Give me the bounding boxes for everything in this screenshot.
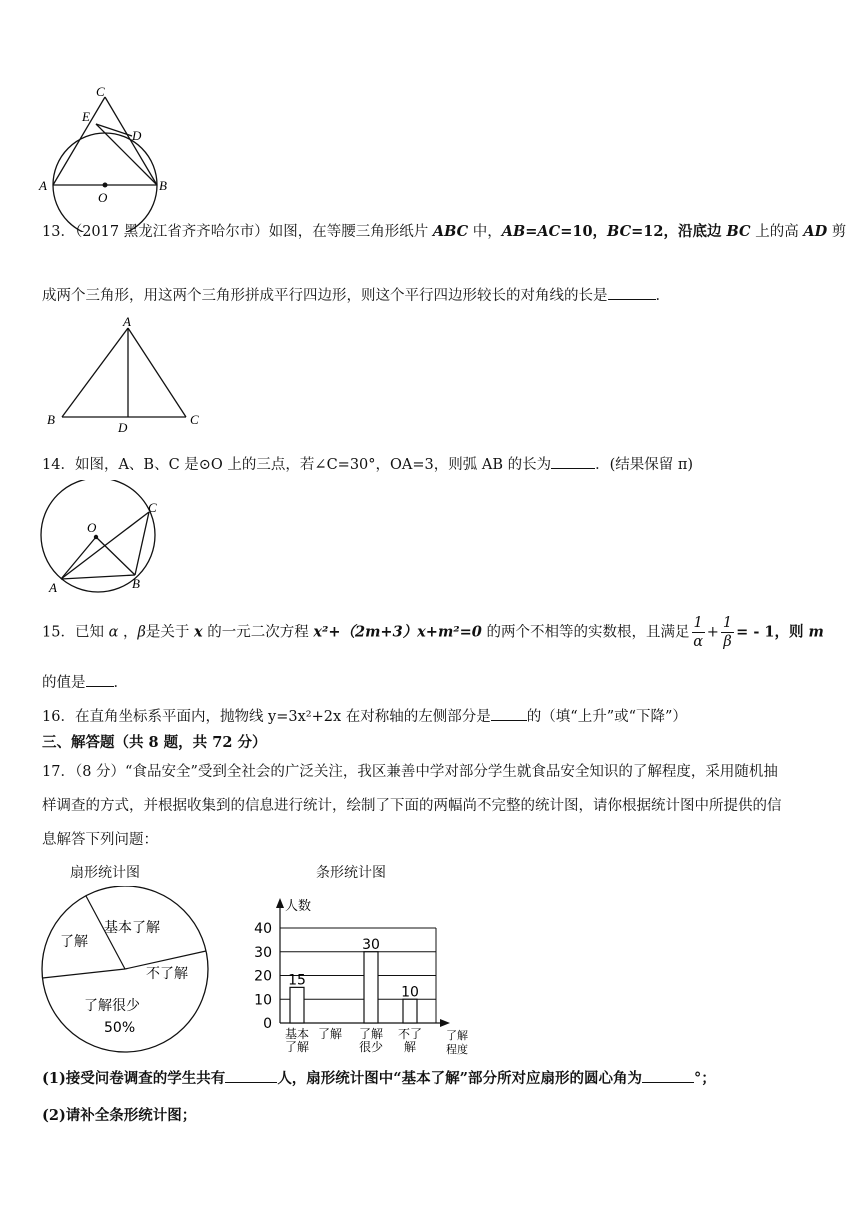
figure-circle-triangle <box>36 82 186 232</box>
label-d: D <box>132 128 142 143</box>
pie-chart-title: 扇形统计图 <box>70 865 140 881</box>
answer-blank <box>86 672 114 687</box>
label-c: C <box>190 412 199 427</box>
x-category-label: 不了 <box>397 1027 423 1041</box>
pie-label-basic: 基本了解 <box>104 920 160 936</box>
q14-text: 14．如图，A、B、C 是⊙O 上的三点，若∠C=30°，OA=3，则弧 AB 的长为 ．(结果保留 π) <box>42 454 693 475</box>
answer-blank <box>551 454 595 469</box>
figure-circle-abc <box>36 480 166 596</box>
y-axis-arrow <box>276 898 284 908</box>
bar-chart-title: 条形统计图 <box>316 865 386 881</box>
y-tick-label: 0 <box>263 1016 272 1032</box>
fraction-1-beta: $\frac{1}{\beta}$ <box>722 615 733 650</box>
bar-value-label: 10 <box>401 984 419 1001</box>
label-b: B <box>47 412 55 427</box>
q15-line2: 的值是 ． <box>42 672 128 693</box>
bar-chart <box>240 890 480 1060</box>
label-a: A <box>39 178 47 193</box>
answer-blank <box>642 1068 694 1083</box>
label-o: O <box>87 520 97 535</box>
label-d: D <box>118 420 128 435</box>
q17-line3: 息解答下列问题： <box>42 832 158 848</box>
y-axis-label: 人数 <box>285 899 312 914</box>
pie-label-little-pct: 50% <box>104 1020 136 1036</box>
q17-sub2: (2)请补全条形统计图； <box>42 1107 197 1124</box>
bar <box>364 952 378 1023</box>
y-tick-label: 10 <box>254 992 272 1009</box>
label-e: E <box>82 109 90 124</box>
pie-label-know: 了解 <box>60 934 88 950</box>
q16-text: 16．在直角坐标系平面内，抛物线 y=3x²+2x 在对称轴的左侧部分是 的（填“上升”或“下降”） <box>42 706 687 727</box>
answer-blank <box>225 1068 277 1083</box>
bar <box>290 987 304 1023</box>
y-tick-label: 20 <box>254 968 272 985</box>
pie-label-little: 了解很少 <box>84 998 140 1014</box>
pie-chart <box>38 886 218 1056</box>
label-a: A <box>123 314 131 329</box>
label-o: O <box>98 190 108 205</box>
bar <box>403 999 417 1023</box>
label-b: B <box>132 576 140 591</box>
x-category-label: 解 <box>403 1040 417 1054</box>
label-b: B <box>159 178 167 193</box>
label-c: C <box>96 84 105 99</box>
x-category-label: 很少 <box>358 1040 384 1054</box>
pie-label-dont: 不了解 <box>146 966 188 982</box>
fraction-1-alpha: $\frac{1}{\alpha}$ <box>693 615 704 650</box>
bar-value-label: 15 <box>288 972 306 989</box>
q17-line2: 样调查的方式，并根据收集到的信息进行统计，绘制了下面的两幅尚不完整的统计图，请你根据统计图中所提供的信 <box>42 798 782 814</box>
y-tick-label: 40 <box>254 921 272 937</box>
q17-sub1: (1)接受问卷调查的学生共有 人，扇形统计图中“基本了解”部分所对应扇形的圆心角为 °； <box>42 1070 716 1087</box>
x-axis-label-1: 了解 <box>446 1029 468 1042</box>
label-c: C <box>148 500 157 515</box>
x-axis-arrow <box>440 1019 450 1027</box>
q13-line1: 13．（2017 黑龙江省齐齐哈尔市）如图，在等腰三角形纸片 ABC 中，AB=AC=10，BC=12，沿底边 BC 上的高 AD 剪 <box>42 223 847 240</box>
figure-isosceles-triangle <box>40 314 210 438</box>
q13-line2: 成两个三角形，用这两个三角形拼成平行四边形，则这个平行四边形较长的对角线的长是 ． <box>42 285 670 306</box>
q17-line1: 17．（8 分）“食品安全”受到全社会的广泛关注，我区兼善中学对部分学生就食品安全知识的了解程度，采用随机抽 <box>42 764 778 780</box>
x-category-label: 了解 <box>358 1027 384 1041</box>
answer-blank <box>608 285 656 300</box>
x-category-label: 基本 <box>284 1027 310 1041</box>
bar-value-label: 30 <box>362 936 380 953</box>
y-tick-label: 30 <box>254 944 272 961</box>
label-a: A <box>49 580 57 595</box>
section-heading: 三、解答题（共 8 题，共 72 分） <box>42 734 267 751</box>
q15-line1: 15．已知 α ，β是关于 x 的一元二次方程 x²+（2m+3）x+m²=0 的两个不相等的实数根，且满足 $\frac{1}{\alpha}$ + $\frac{1}{\beta}$ = - 1，则 m <box>42 615 824 650</box>
x-axis-label-2: 程度 <box>446 1043 468 1056</box>
x-category-label: 了解 <box>317 1027 343 1041</box>
answer-blank <box>491 706 527 721</box>
x-category-label: 了解 <box>284 1040 310 1054</box>
